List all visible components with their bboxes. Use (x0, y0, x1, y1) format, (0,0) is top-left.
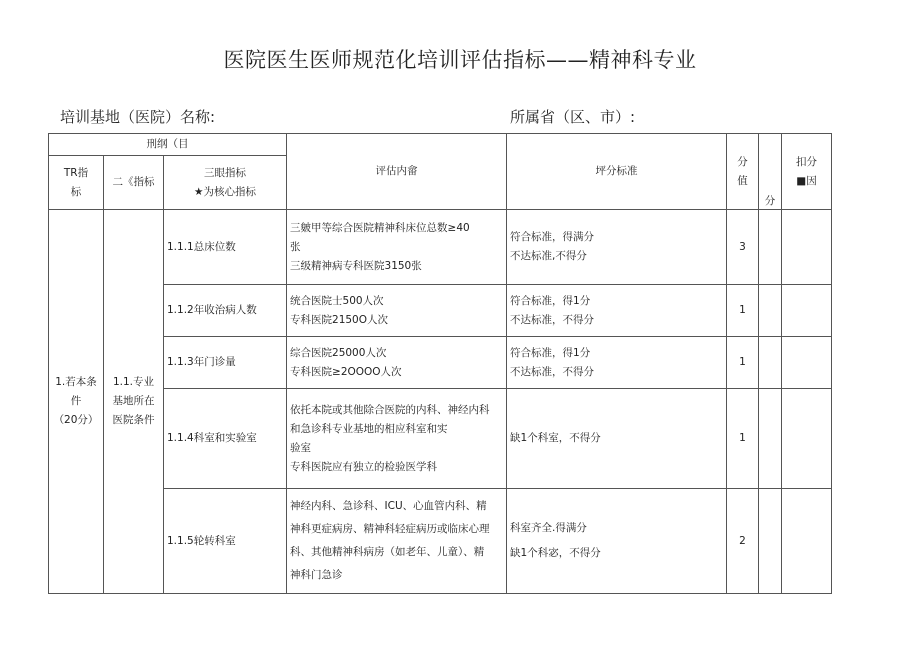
row-content: 综合医院25000人次 专科医院≥2OOOO人次 (287, 337, 507, 389)
row-criteria: 符合标准，得1分 不达标准，不得分 (507, 337, 727, 389)
header-deduct: 扣分 ■因 (782, 134, 832, 210)
row-deduct (782, 285, 832, 337)
row-content: 神经内科、急诊科、ICU、心血管内科、精 神科更症病房、精神科轻症病历或临床心理 科、其他精神科病房（如老年、儿童）、精 神科门急诊 (287, 489, 507, 594)
row-got (759, 285, 782, 337)
level1-cell: 1.若本条件 （20分） (49, 210, 104, 594)
row-got (759, 210, 782, 285)
row-name: 1.1.2年收治病人数 (164, 285, 287, 337)
row-content: 三皴甲等综合医院精神科床位总数≥40 张 三级精神病专科医院3150张 (287, 210, 507, 285)
header-criteria: 坪分标准 (507, 134, 727, 210)
row-score: 3 (727, 210, 759, 285)
row-deduct (782, 389, 832, 489)
row-name: 1.1.5轮转科室 (164, 489, 287, 594)
row-deduct (782, 489, 832, 594)
row-got (759, 337, 782, 389)
header-level2: 二《指标 (104, 156, 164, 210)
table-row (49, 489, 832, 594)
row-got (759, 389, 782, 489)
row-criteria: 科室齐全.得满分 缺1个科宓，不得分 (507, 489, 727, 594)
header-level1: TR指 标 (49, 156, 104, 210)
header-row-1 (49, 134, 832, 156)
row-name: 1.1.4科室和实验室 (164, 389, 287, 489)
row-deduct (782, 210, 832, 285)
header-got: 分 (759, 134, 782, 210)
header-content: 评估内畲 (287, 134, 507, 210)
province-label: 所属省（区、市）: (510, 108, 636, 126)
row-content: 依托本院或其他除合医院的内科、神经内科 和急诊科专业基地的相应科室和实 验室 专科医院应有独立的检验医学科 (287, 389, 507, 489)
page-title: 医院医生医师规范化培训评估指标——精神科专业 (223, 48, 697, 72)
row-criteria: 缺1个科室，不得分 (507, 389, 727, 489)
row-score: 1 (727, 285, 759, 337)
table-row (49, 337, 832, 389)
row-got (759, 489, 782, 594)
table-row (49, 285, 832, 337)
row-deduct (782, 337, 832, 389)
row-score: 1 (727, 337, 759, 389)
row-score: 1 (727, 389, 759, 489)
level2-cell: 1.1.专业 基地所在 医院条件 (104, 210, 164, 594)
table-row (49, 389, 832, 489)
header-score: 分 值 (727, 134, 759, 210)
row-content: 统合医院士500人次 专科医院2150O人次 (287, 285, 507, 337)
row-score: 2 (727, 489, 759, 594)
row-name: 1.1.3年门诊量 (164, 337, 287, 389)
table-row (49, 210, 832, 285)
row-name: 1.1.1总床位数 (164, 210, 287, 285)
evaluation-table (48, 133, 832, 594)
base-name-label: 培训基地（医院）名称: (60, 108, 216, 126)
row-criteria: 符合标准，得1分 不达标准，不得分 (507, 285, 727, 337)
header-group: 刑纲（目 (49, 134, 287, 156)
row-criteria: 符合标准，得满分 不达标准,不得分 (507, 210, 727, 285)
header-level3: 三眼指标 ★为核心指标 (164, 156, 287, 210)
